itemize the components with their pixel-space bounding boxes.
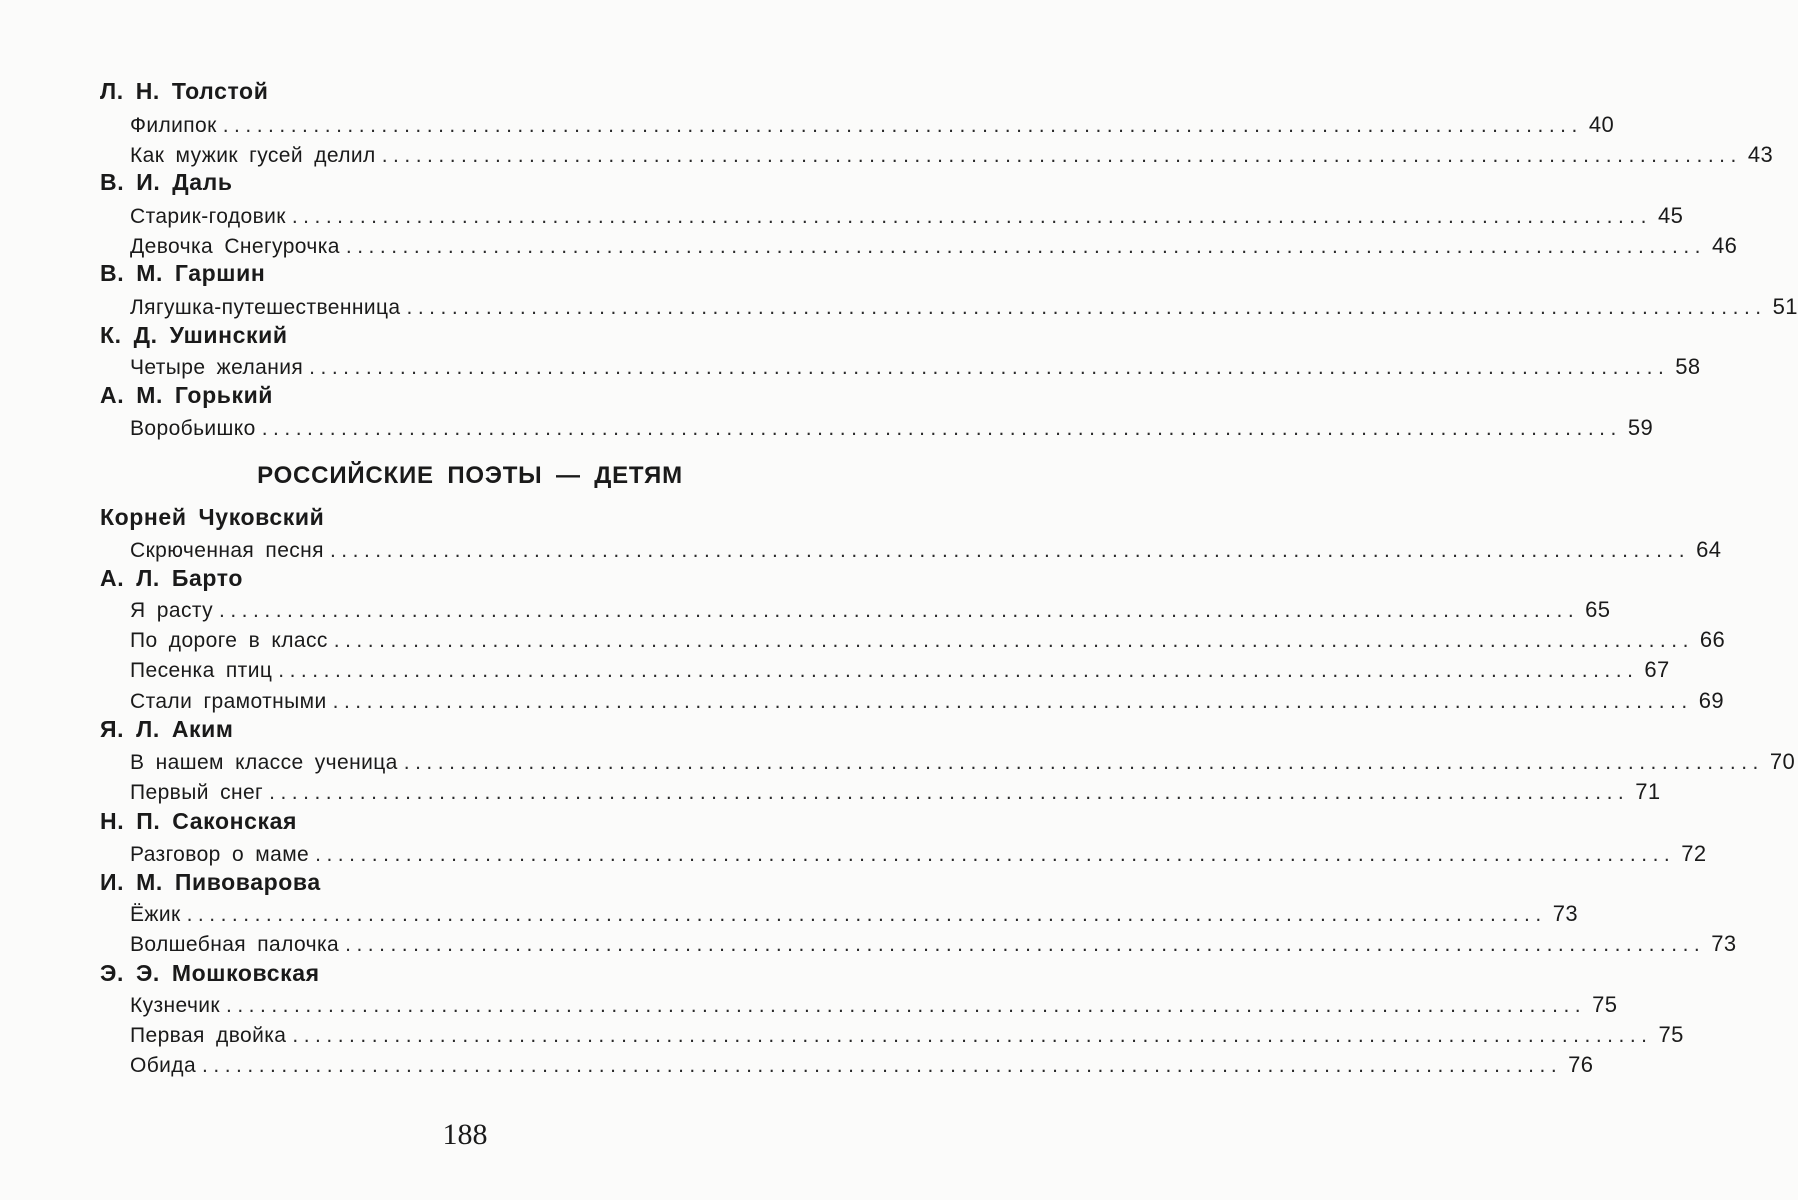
toc-entry[interactable]: [130, 110, 1615, 140]
toc-entry[interactable]: [130, 747, 1796, 777]
toc-entry[interactable]: [130, 929, 1737, 959]
toc-entry[interactable]: [130, 686, 1725, 716]
dot-leader: ........................................................................................................................: [345, 933, 1706, 956]
entry-page: 51: [1772, 294, 1798, 319]
entry-page: 72: [1681, 841, 1707, 866]
entry-page: 67: [1644, 657, 1670, 682]
dot-leader: ........................................................................................................................: [219, 599, 1580, 622]
toc-entry[interactable]: [130, 625, 1726, 655]
dot-leader: ........................................................................................................................: [333, 629, 1694, 652]
entry-page: 73: [1711, 931, 1737, 956]
author-chukovsky: Корней Чуковский: [100, 504, 325, 530]
entry-title: Стали грамотными: [130, 690, 327, 713]
toc-entry[interactable]: [130, 1020, 1684, 1050]
toc-entry[interactable]: [130, 140, 1774, 170]
entry-page: 59: [1627, 415, 1654, 440]
entry-page: 40: [1588, 112, 1615, 137]
author-barto: А. Л. Барто: [100, 565, 243, 591]
toc-entry[interactable]: [130, 777, 1661, 807]
dot-leader: ........................................................................................................................: [269, 781, 1630, 804]
toc-entry[interactable]: [130, 1050, 1594, 1080]
entry-title: По дороге в класс: [130, 629, 328, 652]
toc-entry[interactable]: [130, 990, 1618, 1020]
author-sakonskaya: Н. П. Саконская: [100, 808, 298, 834]
dot-leader: ........................................................................................................................: [202, 1054, 1563, 1077]
entry-page: 70: [1769, 749, 1796, 774]
toc-entry[interactable]: [130, 655, 1670, 685]
toc-entry[interactable]: [130, 535, 1722, 565]
toc-entry[interactable]: [130, 292, 1798, 322]
author-dal: В. И. Даль: [100, 169, 233, 195]
dot-leader: ........................................................................................................................: [406, 296, 1767, 319]
entry-title: Четыре желания: [130, 356, 304, 379]
author-gorky: А. М. Горький: [100, 382, 274, 408]
toc-entry[interactable]: [130, 839, 1707, 869]
dot-leader: ........................................................................................................................: [226, 994, 1587, 1017]
entry-page: 45: [1657, 203, 1684, 228]
toc-entry[interactable]: [130, 201, 1684, 231]
toc-entry[interactable]: [130, 899, 1579, 929]
entry-title: Девочка Снегурочка: [130, 235, 340, 258]
entry-title: Первая двойка: [130, 1024, 287, 1047]
author-garshin: В. М. Гаршин: [100, 260, 266, 286]
dot-leader: ........................................................................................................................: [381, 144, 1742, 167]
section-heading: РОССИЙСКИЕ ПОЭТЫ — ДЕТЯМ: [257, 462, 683, 489]
entry-title: Волшебная палочка: [130, 933, 340, 956]
dot-leader: ........................................................................................................................: [332, 690, 1693, 713]
entry-page: 76: [1568, 1052, 1594, 1077]
entry-page: 46: [1712, 233, 1738, 258]
entry-title: Филипок: [130, 114, 217, 137]
dot-leader: ........................................................................................................................: [292, 1024, 1653, 1047]
page-number: 188: [442, 1118, 488, 1151]
entry-title: Песенка птиц: [130, 659, 273, 682]
author-moshkovskaya: Э. Э. Мошковская: [100, 960, 320, 986]
toc-entry[interactable]: [130, 413, 1654, 443]
entry-title: Лягушка-путешественница: [130, 296, 401, 319]
entry-page: 75: [1658, 1022, 1684, 1047]
entry-page: 58: [1675, 354, 1701, 379]
entry-title: Старик-годовик: [130, 205, 286, 228]
dot-leader: ........................................................................................................................: [291, 205, 1652, 228]
author-pivovarova: И. М. Пивоварова: [100, 869, 321, 895]
author-akim: Я. Л. Аким: [100, 716, 234, 742]
toc-entry[interactable]: [130, 231, 1738, 261]
author-ushinsky: К. Д. Ушинский: [100, 322, 288, 348]
dot-leader: ........................................................................................................................: [261, 417, 1622, 440]
entry-title: Ёжик: [130, 903, 181, 926]
toc-entry[interactable]: [130, 595, 1611, 625]
entry-page: 73: [1552, 901, 1579, 926]
dot-leader: ........................................................................................................................: [309, 356, 1670, 379]
toc-entry[interactable]: [130, 352, 1701, 382]
entry-page: 43: [1747, 142, 1774, 167]
dot-leader: ........................................................................................................................: [186, 903, 1547, 926]
entry-title: Обида: [130, 1054, 197, 1077]
dot-leader: ........................................................................................................................: [329, 539, 1691, 562]
entry-title: Как мужик гусей делил: [130, 144, 376, 167]
entry-page: 65: [1585, 597, 1611, 622]
entry-page: 71: [1635, 779, 1661, 804]
dot-leader: ........................................................................................................................: [403, 751, 1764, 774]
entry-title: Разговор о маме: [130, 843, 310, 866]
entry-title: Я расту: [130, 599, 214, 622]
dot-leader: ........................................................................................................................: [278, 659, 1639, 682]
entry-page: 66: [1699, 627, 1726, 652]
entry-title: В нашем классе ученица: [130, 751, 398, 774]
entry-title: Воробьишко: [130, 417, 256, 440]
entry-title: Скрюченная песня: [130, 539, 324, 562]
entry-page: 75: [1592, 992, 1618, 1017]
dot-leader: ........................................................................................................................: [345, 235, 1707, 258]
dot-leader: ........................................................................................................................: [315, 843, 1676, 866]
entry-page: 69: [1698, 688, 1725, 713]
author-tolstoy: Л. Н. Толстой: [100, 78, 269, 104]
entry-page: 64: [1696, 537, 1722, 562]
dot-leader: ........................................................................................................................: [222, 114, 1583, 137]
entry-title: Кузнечик: [130, 994, 220, 1017]
entry-title: Первый снег: [130, 781, 264, 804]
